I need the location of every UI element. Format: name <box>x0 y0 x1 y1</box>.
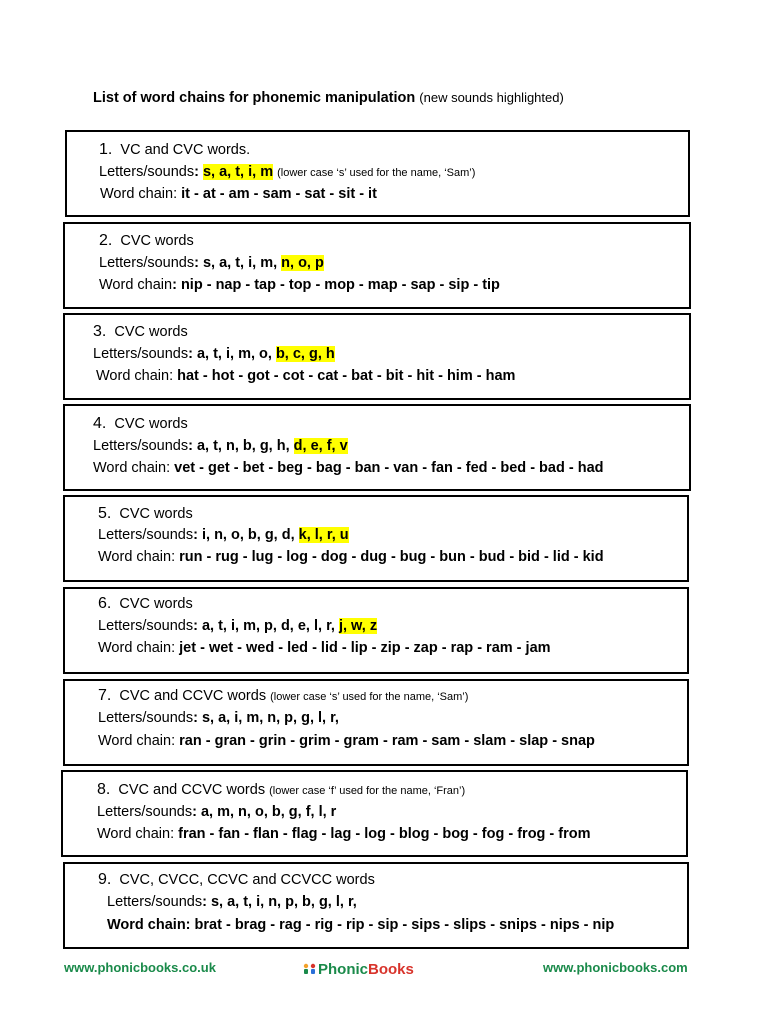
box-1-chain: Word chain: it - at - am - sam - sat - sit - it <box>100 186 377 202</box>
box-2-chain: Word chain: nip - nap - tap - top - mop - map - sap - sip - tip <box>99 277 500 293</box>
box-3-chain: Word chain: hat - hot - got - cot - cat - bat - bit - hit - him - ham <box>96 368 516 384</box>
footer-link-com[interactable]: www.phonicbooks.com <box>543 960 688 975</box>
box-7-chain: Word chain: ran - gran - grin - grim - gram - ram - sam - slam - slap - snap <box>98 733 595 749</box>
kids-icon <box>303 963 317 975</box>
box-2-letters: Letters/sounds: s, a, t, i, m, n, o, p <box>99 255 324 271</box>
box-6-letters: Letters/sounds: a, t, i, m, p, d, e, l, r, j, w, z <box>98 618 378 634</box>
box-1-letters: Letters/sounds: s, a, t, i, m (lower case ‘s’ used for the name, ‘Sam’) <box>99 164 476 180</box>
title-main: List of word chains for phonemic manipulation <box>93 90 416 106</box>
new-sounds-highlight: d, e, f, v <box>293 438 348 454</box>
new-sounds-highlight: k, l, r, u <box>298 527 349 543</box>
box-7-heading: 7. CVC and CCVC words (lower case ‘s’ used for the name, ‘Sam’) <box>98 687 469 704</box>
box-4-heading: 4. CVC words <box>93 415 188 432</box>
box-9-chain: Word chain: brat - brag - rag - rig - rip - sip - sips - slips - snips - nips - nip <box>107 917 615 933</box>
new-sounds-highlight: b, c, g, h <box>275 346 335 362</box>
new-sounds-highlight: s, a, t, i, m <box>202 164 274 180</box>
box-3-heading: 3. CVC words <box>93 323 188 340</box>
box-5-chain: Word chain: run - rug - lug - log - dog - dug - bug - bun - bud - bid - lid - kid <box>98 549 604 565</box>
box-3-letters: Letters/sounds: a, t, i, m, o, b, c, g, h <box>93 346 335 362</box>
box-8-letters: Letters/sounds: a, m, n, o, b, g, f, l, r <box>97 804 337 820</box>
phonicbooks-logo: PhonicBooks <box>303 961 414 978</box>
box-7-letters: Letters/sounds: s, a, i, m, n, p, g, l, r, <box>98 710 339 726</box>
box-4-letters: Letters/sounds: a, t, n, b, g, h, d, e, f, v <box>93 438 348 454</box>
box-6-chain: Word chain: jet - wet - wed - led - lid - lip - zip - zap - rap - ram - jam <box>98 640 551 656</box>
title-subtitle: (new sounds highlighted) <box>419 90 564 105</box>
box-6-heading: 6. CVC words <box>98 595 193 612</box>
page-title <box>93 90 564 106</box>
box-1-heading: 1. VC and CVC words. <box>99 141 251 158</box>
box-8-chain: Word chain: fran - fan - flan - flag - lag - log - blog - bog - fog - frog - from <box>97 826 591 842</box>
box-8-heading: 8. CVC and CCVC words (lower case ‘f’ used for the name, ‘Fran’) <box>97 781 466 798</box>
box-4-chain: Word chain: vet - get - bet - beg - bag - ban - van - fan - fed - bed - bad - had <box>93 460 604 476</box>
box-5-letters: Letters/sounds: i, n, o, b, g, d, k, l, r, u <box>98 527 349 543</box>
footer-link-uk[interactable]: www.phonicbooks.co.uk <box>64 960 216 975</box>
box-9-letters: Letters/sounds: s, a, t, i, n, p, b, g, l, r, <box>107 894 357 910</box>
new-sounds-highlight: n, o, p <box>281 255 324 271</box>
box-2-heading: 2. CVC words <box>99 232 194 249</box>
box-9-heading: 9. CVC, CVCC, CCVC and CCVCC words <box>98 871 375 888</box>
new-sounds-highlight: j, w, z <box>338 618 378 634</box>
box-5-heading: 5. CVC words <box>98 505 193 522</box>
